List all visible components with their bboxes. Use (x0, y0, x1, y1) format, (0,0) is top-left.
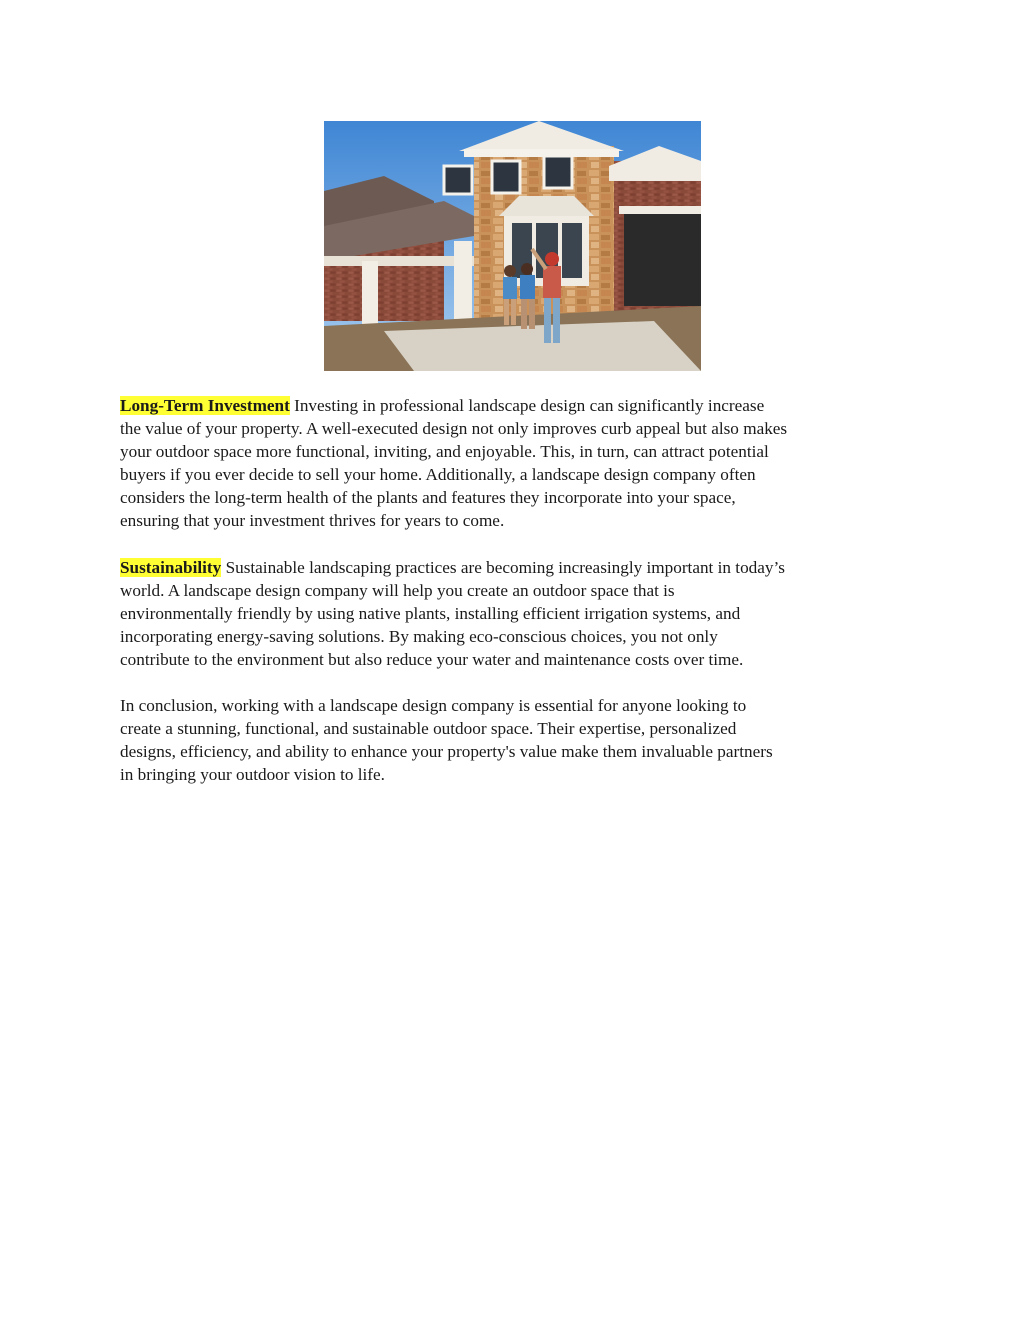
section-conclusion (120, 694, 920, 786)
article-body (120, 394, 920, 809)
paragraph-line: your outdoor space more functional, inviting, and enjoyable. This, in turn, can attract potential (120, 442, 769, 462)
paragraph-line: world. A landscape design company will help you create an outdoor space that is (120, 580, 675, 600)
paragraph-line: buyers if you ever decide to sell your home. Additionally, a landscape design company often (120, 465, 756, 485)
paragraph-line: in bringing your outdoor vision to life. (120, 765, 385, 785)
paragraph-line: create a stunning, functional, and sustainable outdoor space. Their expertise, personalized (120, 719, 737, 739)
paragraph-line: Sustainable landscaping practices are becoming increasingly important in today’s (225, 557, 785, 577)
section-long-term-investment (120, 394, 920, 533)
paragraph-line: incorporating energy-saving solutions. By making eco-conscious choices, you not only (120, 626, 718, 646)
paragraph-line: considers the long-term health of the plants and features they incorporate into your space, (120, 488, 736, 508)
paragraph-line: environmentally friendly by using native plants, installing efficient irrigation systems, and (120, 603, 741, 623)
section-sustainability (120, 556, 920, 671)
paragraph-line: ensuring that your investment thrives for years to come. (120, 511, 505, 531)
paragraph-line: In conclusion, working with a landscape design company is essential for anyone looking to (120, 696, 747, 716)
house-photo (324, 121, 701, 371)
section-heading: Long-Term Investment (120, 396, 290, 415)
paragraph-line: designs, efficiency, and ability to enhance your property's value make them invaluable partners (120, 742, 773, 762)
paragraph-line: the value of your property. A well-executed design not only improves curb appeal but also makes (120, 419, 788, 439)
paragraph-line: contribute to the environment but also reduce your water and maintenance costs over time. (120, 649, 744, 669)
paragraph-line: Investing in professional landscape design can significantly increase (294, 396, 765, 415)
section-heading: Sustainability (120, 557, 222, 577)
